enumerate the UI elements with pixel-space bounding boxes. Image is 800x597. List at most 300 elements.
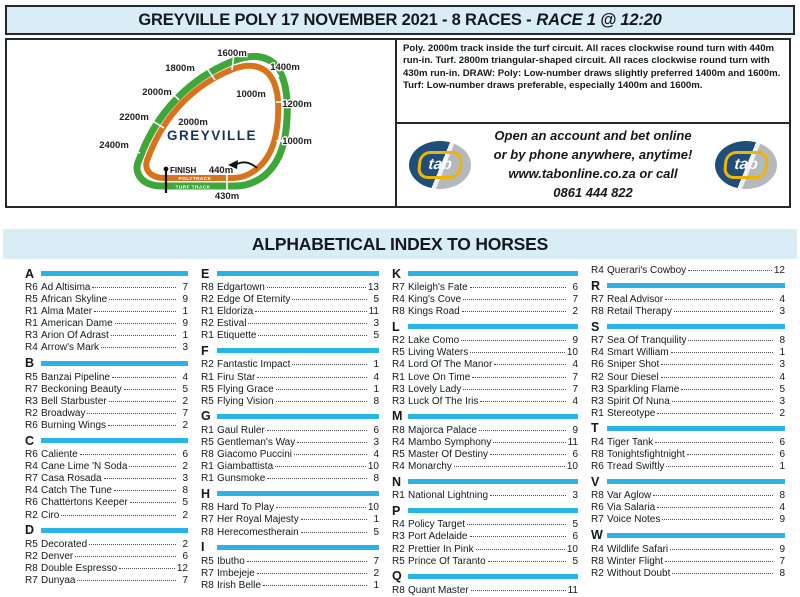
dot-leader (275, 466, 366, 467)
race-number: R2 (201, 294, 214, 306)
horse-name: Real Advisor (607, 294, 664, 306)
index-entry (25, 342, 188, 354)
horse-name: Gentleman's Way (217, 436, 296, 448)
race-number: R3 (392, 383, 405, 395)
section-header (201, 343, 379, 358)
index-entry (591, 372, 785, 384)
dot-leader (666, 466, 773, 467)
race-number: R7 (201, 567, 214, 579)
horse-name: Estival (217, 318, 247, 330)
horse-number: 9 (182, 294, 188, 306)
race-number: R4 (392, 436, 405, 448)
index-entry (201, 372, 379, 384)
index-entry (591, 544, 785, 556)
index-entry (25, 461, 188, 473)
section-header (392, 474, 578, 489)
index-entry (201, 282, 379, 294)
race-number: R6 (591, 502, 604, 514)
horse-name: Imbejeje (217, 567, 255, 579)
section-bar (408, 508, 578, 513)
index-entry (25, 485, 188, 497)
horse-name: Port Adelaide (408, 531, 468, 543)
index-entry (392, 282, 578, 294)
horse-name: Sparkling Flame (607, 383, 680, 395)
horse-name: Edge Of Eternity (217, 294, 291, 306)
dot-leader (267, 430, 367, 431)
horse-name: Via Salaria (607, 502, 656, 514)
index-entry (392, 347, 578, 359)
race-number: R8 (392, 424, 405, 436)
horse-number: 1 (373, 514, 379, 526)
index-entry (591, 502, 785, 514)
dot-leader (297, 442, 367, 443)
race-day-title: GREYVILLE POLY 17 NOVEMBER 2021 - 8 RACES - (138, 10, 532, 29)
section-header (392, 319, 578, 334)
horse-number: 5 (182, 497, 188, 509)
horse-name: Spirit Of Nuna (607, 395, 670, 407)
horse-number: 7 (373, 555, 379, 567)
horse-name: Voice Notes (607, 514, 661, 526)
horse-number: 4 (182, 371, 188, 383)
race-number: R2 (591, 371, 604, 383)
horse-number: 1 (373, 359, 379, 371)
dot-leader (101, 347, 176, 348)
horse-number: 12 (773, 265, 785, 276)
index-entry (201, 461, 379, 473)
section-letter: N (392, 474, 402, 489)
race-number: R1 (591, 407, 604, 419)
dot-leader (257, 573, 367, 574)
horse-number: 2 (373, 567, 379, 579)
horse-number: 8 (779, 567, 785, 579)
horse-number: 12 (176, 562, 188, 574)
section-bar (408, 414, 578, 419)
horse-number: 3 (373, 436, 379, 448)
horse-name: Giacomo Puccini (217, 449, 293, 461)
section-bar (607, 426, 785, 431)
section-letter: B (25, 356, 35, 371)
section-header (201, 409, 379, 424)
index-entry (392, 396, 578, 408)
race-number: R8 (201, 449, 214, 461)
horse-name: Caliente (41, 449, 78, 461)
advert-text (494, 127, 693, 202)
dot-leader (672, 401, 773, 402)
track-info-panel (5, 38, 791, 208)
horse-name: Tonightsfightnight (607, 449, 685, 461)
index-entry (25, 282, 188, 294)
section-bar (41, 361, 188, 366)
horse-number: 11 (368, 306, 379, 318)
dot-leader (263, 585, 367, 586)
horse-number: 2 (182, 461, 188, 473)
horse-number: 10 (566, 543, 578, 555)
distance-label: 440m (208, 165, 234, 176)
horse-name: Beckoning Beauty (41, 383, 122, 395)
section-bar (217, 271, 379, 276)
index-entry (392, 294, 578, 306)
race-number: R4 (25, 342, 38, 354)
index-entry (591, 449, 785, 461)
horse-name: Banzai Pipeline (41, 371, 110, 383)
race-number: R5 (392, 449, 405, 461)
horse-name: King's Cove (408, 294, 462, 306)
index-entry (392, 461, 578, 473)
dot-leader (301, 532, 367, 533)
section-header (392, 409, 578, 424)
horse-name: Arrow's Mark (41, 342, 100, 354)
horse-number: 4 (779, 371, 785, 383)
horse-number: 7 (182, 407, 188, 419)
horse-number: 10 (367, 502, 379, 514)
distance-label: 2400m (99, 140, 129, 151)
horse-number: 11 (567, 584, 578, 596)
horse-name: Kings Road (408, 306, 460, 318)
index-entry (25, 551, 188, 563)
dot-leader (657, 413, 773, 414)
distance-label: 1800m (165, 63, 195, 74)
section-header (392, 266, 578, 281)
index-entry (201, 425, 379, 437)
race-number: R3 (392, 395, 405, 407)
dot-leader (688, 340, 773, 341)
section-letter: I (201, 540, 205, 555)
section-letter: M (392, 409, 403, 424)
index-entry (25, 420, 188, 432)
index-entry (591, 490, 785, 502)
race-number: R7 (25, 473, 38, 485)
index-entry (392, 306, 578, 318)
section-bar (41, 528, 188, 533)
section-letter: A (25, 266, 35, 281)
horse-number: 4 (779, 294, 785, 306)
section-header (25, 433, 188, 448)
dot-leader (104, 478, 176, 479)
index-column (201, 265, 379, 597)
index-entry (392, 490, 578, 502)
section-bar (408, 324, 578, 329)
race-number: R8 (591, 306, 604, 318)
race-number: R4 (25, 485, 38, 497)
horse-name: Smart William (607, 347, 669, 359)
race-number: R3 (591, 395, 604, 407)
distance-label: 1000m (236, 89, 266, 100)
section-header (591, 319, 785, 334)
index-entry (25, 384, 188, 396)
dot-leader (670, 549, 773, 550)
dot-leader (467, 524, 566, 525)
section-letter: E (201, 266, 210, 281)
horse-number: 3 (373, 318, 379, 330)
horse-number: 6 (373, 424, 379, 436)
horse-number: 9 (572, 424, 578, 436)
index-column (591, 265, 785, 597)
poly-track-loop (146, 66, 278, 178)
section-letter: V (591, 474, 600, 489)
dot-leader (463, 299, 566, 300)
dot-leader (301, 519, 367, 520)
index-entry (201, 330, 379, 342)
horse-number: 3 (182, 342, 188, 354)
distance-label: 430m (214, 191, 240, 202)
index-entry (25, 539, 188, 551)
race-number: R1 (201, 461, 214, 473)
race-number: R8 (591, 555, 604, 567)
dot-leader (80, 454, 176, 455)
dot-leader (661, 364, 773, 365)
dot-leader (665, 561, 773, 562)
section-header (201, 486, 379, 501)
horse-name: Without Doubt (607, 567, 671, 579)
horse-number: 3 (182, 473, 188, 485)
dot-leader (94, 311, 176, 312)
dot-leader (674, 311, 773, 312)
horse-name: Bell Starbuster (41, 395, 107, 407)
horse-name: Sniper Shot (607, 359, 660, 371)
race-number: R3 (25, 330, 38, 342)
horse-number: 7 (572, 371, 578, 383)
tab-logo-right (715, 141, 777, 189)
index-entry (392, 335, 578, 347)
horse-name: Majorca Palace (408, 424, 477, 436)
section-bar (217, 545, 379, 550)
index-entry (591, 294, 785, 306)
section-letter: W (591, 528, 603, 542)
dot-leader (92, 287, 176, 288)
section-bar (607, 283, 785, 288)
horse-name: National Lightning (408, 490, 489, 502)
horse-number: 8 (779, 490, 785, 502)
section-letter: F (201, 343, 209, 358)
index-entry (201, 473, 379, 485)
index-entry (25, 318, 188, 330)
dot-leader (461, 340, 566, 341)
horse-name: Winter Flight (607, 555, 664, 567)
horse-number: 4 (572, 359, 578, 371)
index-entry (591, 396, 785, 408)
horse-number: 6 (572, 282, 578, 293)
dot-leader (61, 515, 176, 516)
section-header (591, 421, 785, 436)
dot-leader (655, 442, 773, 443)
index-entry (201, 568, 379, 580)
section-bar (408, 479, 578, 484)
race-number: R7 (591, 294, 604, 306)
index-entry (25, 372, 188, 384)
horse-name: Flying Grace (217, 383, 274, 395)
horse-number: 6 (572, 531, 578, 543)
dot-leader (454, 466, 565, 467)
index-entry (591, 335, 785, 347)
race-number: R3 (591, 383, 604, 395)
horse-name: Chattertons Keeper (41, 497, 128, 509)
horse-number: 7 (182, 282, 188, 293)
race-number: R6 (591, 461, 604, 473)
race-number: R2 (25, 407, 38, 419)
index-entry (201, 514, 379, 526)
horse-name: Quant Master (408, 584, 469, 596)
horse-name: Herecomestherain (217, 526, 299, 538)
horse-number: 9 (779, 543, 785, 555)
horse-name: Cane Lime 'N Soda (41, 461, 128, 473)
race-number: R2 (201, 318, 214, 330)
dot-leader (109, 401, 176, 402)
index-entry (201, 502, 379, 514)
race-number: R5 (201, 395, 214, 407)
index-entry (392, 556, 578, 568)
dot-leader (665, 299, 773, 300)
horse-number: 4 (779, 502, 785, 514)
race-number: R1 (201, 371, 214, 383)
index-entry (25, 575, 188, 587)
index-entry (591, 306, 785, 318)
index-entry (591, 568, 785, 580)
section-bar (607, 324, 785, 329)
horse-name: Tiger Tank (607, 436, 654, 448)
index-entry (591, 408, 785, 420)
dot-leader (89, 544, 176, 545)
horse-name: Fantastic Impact (217, 359, 291, 371)
track-diagram (7, 40, 397, 206)
track-description (397, 40, 789, 124)
section-header (201, 540, 379, 555)
race-number: R7 (591, 514, 604, 526)
section-letter: C (25, 433, 35, 448)
dot-leader (111, 335, 176, 336)
horse-number: 1 (779, 461, 785, 473)
tab-logo-text: tab (723, 151, 770, 179)
horse-number: 2 (182, 509, 188, 521)
race-number: R5 (25, 294, 38, 306)
finish-label: FINISH (170, 166, 197, 175)
advert-line: www.tabonline.co.za or call (508, 166, 678, 181)
horse-name: Her Royal Majesty (217, 514, 299, 526)
race-number: R8 (201, 502, 214, 514)
dot-leader (112, 377, 176, 378)
advert-line: or by phone anywhere, anytime! (493, 147, 693, 163)
horse-name: Policy Target (408, 519, 466, 531)
dot-leader (248, 323, 367, 324)
dot-leader (688, 270, 772, 271)
turf-track-label: TURF TRACK (175, 185, 211, 191)
index-entry (201, 437, 379, 449)
race-number: R4 (25, 461, 38, 473)
index-entry (201, 556, 379, 568)
horse-number: 6 (779, 436, 785, 448)
race-number: R8 (392, 584, 405, 596)
section-header (591, 528, 785, 543)
direction-arrow (237, 162, 257, 168)
section-header (591, 278, 785, 293)
dot-leader (292, 299, 367, 300)
race-number: R3 (25, 395, 38, 407)
race-number: R1 (201, 330, 214, 342)
horse-number: 7 (572, 383, 578, 395)
horse-name: Burning Wings (41, 419, 107, 431)
horse-index (25, 265, 789, 597)
index-entry (201, 294, 379, 306)
dot-leader (687, 454, 773, 455)
dot-leader (77, 580, 176, 581)
horse-number: 6 (572, 449, 578, 461)
horse-number: 13 (367, 282, 379, 293)
horse-number: 7 (182, 574, 188, 586)
horse-name: Giambattista (217, 461, 274, 473)
dot-leader (267, 287, 366, 288)
horse-name: Etiquette (217, 330, 257, 342)
horse-number: 9 (182, 318, 188, 330)
index-entry (591, 384, 785, 396)
horse-number: 3 (779, 359, 785, 371)
horse-name: Sea Of Tranquility (607, 335, 687, 347)
horse-name: Firu Star (217, 371, 256, 383)
horse-number: 1 (373, 383, 379, 395)
horse-number: 5 (373, 330, 379, 342)
horse-number: 7 (572, 294, 578, 306)
horse-name: Alma Mater (41, 306, 93, 318)
index-entry (392, 425, 578, 437)
horse-name: Denver (41, 550, 74, 562)
race-number: R2 (201, 359, 214, 371)
horse-name: Dunyaa (41, 574, 76, 586)
index-column (392, 265, 578, 597)
horse-name: Sour Diesel (607, 371, 659, 383)
horse-number: 10 (566, 347, 578, 359)
index-entry (201, 449, 379, 461)
horse-name: Wildlife Safari (607, 543, 669, 555)
section-letter: T (591, 421, 599, 436)
horse-number: 8 (182, 485, 188, 497)
horse-number: 2 (572, 306, 578, 318)
dot-leader (87, 413, 176, 414)
index-entry (392, 544, 578, 556)
dot-leader (124, 389, 176, 390)
horse-name: Tread Swiftly (607, 461, 665, 473)
index-entry (25, 294, 188, 306)
dot-leader (488, 561, 566, 562)
section-header (392, 569, 578, 584)
race-number: R5 (25, 371, 38, 383)
race-number: R6 (591, 359, 604, 371)
index-entry (25, 330, 188, 342)
dot-leader (130, 502, 176, 503)
horse-name: Ad Altisima (41, 282, 91, 293)
horse-number: 9 (572, 335, 578, 347)
horse-name: Retail Therapy (607, 306, 672, 318)
race-number: R1 (25, 318, 38, 330)
horse-name: Lord Of The Manor (408, 359, 493, 371)
race-number: R2 (591, 567, 604, 579)
index-entry (392, 359, 578, 371)
horse-name: Living Waters (408, 347, 469, 359)
race-time-title: RACE 1 @ 12:20 (536, 10, 662, 29)
section-header (25, 523, 188, 538)
race-number: R8 (25, 562, 38, 574)
section-letter: S (591, 319, 600, 334)
race-number: R4 (392, 359, 405, 371)
horse-name: Querari's Cowboy (607, 265, 687, 276)
horse-name: Eldoriza (217, 306, 254, 318)
index-entry (392, 372, 578, 384)
race-number: R8 (201, 282, 214, 293)
section-bar (607, 533, 785, 538)
section-header (201, 266, 379, 281)
advert-line: 0861 444 822 (553, 184, 633, 200)
horse-name: African Skyline (41, 294, 108, 306)
horse-number: 6 (182, 449, 188, 461)
race-number: R8 (201, 526, 214, 538)
index-entry (201, 359, 379, 371)
